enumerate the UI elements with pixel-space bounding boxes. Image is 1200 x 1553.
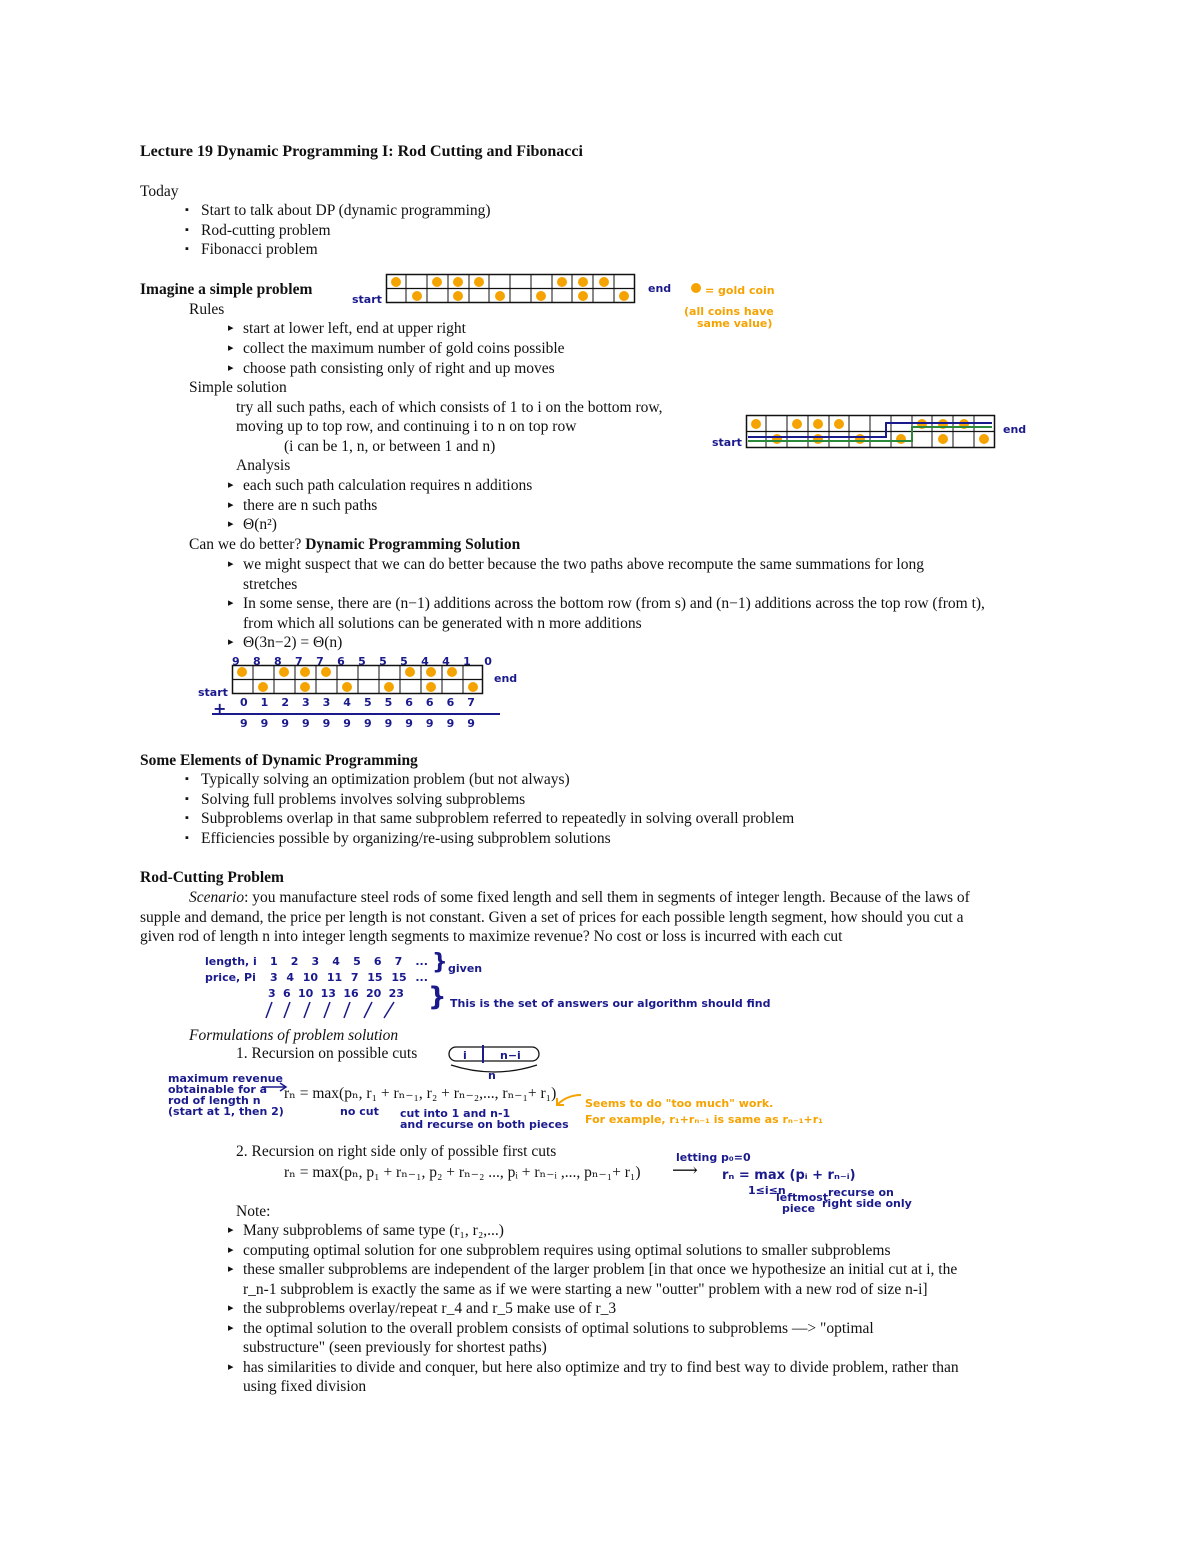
price-value: 4	[286, 971, 295, 984]
cut-left-label: i	[463, 1049, 467, 1062]
revenue-brace: }	[428, 982, 447, 1012]
mid-num: 6	[405, 696, 413, 709]
too-much-note-2: For example, r₁+rₙ₋₁ is same as rₙ₋₁+r₁	[585, 1113, 823, 1126]
given-brace: }	[432, 950, 448, 975]
rule-3: ▸ choose path consisting only of right and up moves	[243, 359, 555, 378]
note-6-cont: using fixed division	[243, 1378, 367, 1395]
length-value: ...	[415, 955, 428, 968]
simple-line-2: moving up to top row, and continuing i to n on top row	[236, 418, 577, 435]
revenue-arrows	[262, 996, 412, 1022]
length-value: 5	[353, 955, 361, 968]
revenue-value: 16	[343, 987, 359, 1000]
maxrev-note-4: (start at 1, then 2)	[168, 1105, 284, 1118]
elements-heading: Some Elements of Dynamic Programming	[140, 752, 418, 769]
recursion-2-arrow: ⟶	[672, 1160, 698, 1180]
length-value: 3	[311, 955, 320, 968]
note-5: ▸ the optimal solution to the overall problem consists of optimal solutions to subproblems —> "optimal	[243, 1319, 874, 1338]
top-num: 8	[274, 655, 282, 668]
coin-grid-2	[746, 415, 996, 449]
mid-num: 7	[467, 696, 475, 709]
length-value: 6	[373, 955, 382, 968]
recursion-2-label: 2. Recursion on right side only of possible first cuts	[236, 1143, 557, 1160]
algorithm-note: This is the set of answers our algorithm should find	[450, 997, 771, 1010]
simple-label: Simple solution	[189, 379, 287, 396]
coin-grid-3	[232, 665, 484, 695]
letting-note: letting p₀=0	[676, 1151, 751, 1164]
top-num: 8	[253, 655, 261, 668]
mid-num: 4	[343, 696, 351, 709]
rule-2: ▸ collect the maximum number of gold coins possible	[243, 339, 565, 358]
recurse-note: recurse on	[828, 1186, 894, 1199]
coin-legend-note-1: (all coins have	[684, 305, 774, 318]
bot-num: 9	[425, 717, 434, 730]
elements-item-1: ▪ Typically solving an optimization problem (but not always)	[201, 770, 570, 789]
grid2-end-label: end	[1003, 423, 1027, 436]
mid-num: 6	[425, 696, 434, 709]
recursion-2-equation: rₙ = max(pₙ, p₁ + rₙ₋₁, p₂ + rₙ₋₂ ..., pᵢ + rₙ₋ᵢ ,..., pₙ₋₁+ r₁)	[284, 1164, 641, 1181]
grid3-start-label: start	[198, 686, 228, 699]
rod-heading: Rod-Cutting Problem	[140, 869, 284, 886]
elements-item-4: ▪ Efficiencies possible by organizing/re-using subproblem solutions	[201, 829, 611, 848]
recursion-1-label: 1. Recursion on possible cuts	[236, 1045, 418, 1062]
top-num: 9	[232, 655, 240, 668]
given-label: given	[448, 962, 483, 975]
analysis-1: ▸ each such path calculation requires n additions	[243, 476, 532, 495]
maxrev-note-2: obtainable for a	[168, 1083, 268, 1096]
subproblem-note-1: cut into 1 and n-1	[400, 1107, 511, 1120]
range-note: 1≤i≤n	[748, 1184, 786, 1197]
bot-num: 9	[446, 717, 455, 730]
mid-num: 3	[322, 696, 331, 709]
price-value: 15	[367, 971, 383, 984]
mid-num: 3	[301, 696, 310, 709]
price-value: 3	[270, 971, 278, 984]
bot-num: 9	[405, 717, 413, 730]
note-4: ▸ the subproblems overlay/repeat r_4 and r_5 make use of r_3	[243, 1299, 616, 1318]
orange-arrow	[553, 1093, 583, 1109]
length-label: length, i	[205, 955, 257, 968]
analysis-3: ▸ Θ(n²)	[243, 515, 277, 534]
grid3-end-label: end	[494, 672, 518, 685]
analysis-2: ▸ there are n such paths	[243, 496, 377, 515]
top-num: 6	[337, 655, 345, 668]
bot-num: 9	[240, 717, 248, 730]
better-2: ▸ In some sense, there are (n−1) additions across the bottom row (from s) and (n−1) additions across the top row (from t),	[243, 594, 985, 613]
coin-legend-label: = gold coin	[705, 284, 775, 297]
note-3-cont: r_n-1 subproblem is exactly the same as if we were starting a new "outter" problem with a new rod of size n-i]	[243, 1281, 928, 1298]
rn-equation-hand: rₙ = max (pᵢ + rₙ₋ᵢ)	[722, 1168, 856, 1183]
revenue-value: 23	[388, 987, 404, 1000]
length-value: 4	[332, 955, 340, 968]
better-1: ▸ we might suspect that we can do better because the two paths above recompute the same summations for long	[243, 555, 924, 574]
maxrev-note-1: maximum revenue	[168, 1072, 283, 1085]
bot-num: 9	[322, 717, 331, 730]
better-prefix: Can we do better?	[189, 536, 306, 553]
price-label: price, Pi	[205, 971, 256, 984]
page-title: Lecture 19 Dynamic Programming I: Rod Cutting and Fibonacci	[140, 143, 583, 160]
rule-1: ▸ start at lower left, end at upper right	[243, 319, 466, 338]
subproblem-note-2: and recurse on both pieces	[400, 1118, 569, 1131]
rod-scenario-line-3: given rod of length n into integer length segments to maximize revenue? No cost or loss is incurred with each cut	[140, 928, 843, 945]
top-num: 5	[379, 655, 387, 668]
top-num: 4	[442, 655, 450, 668]
length-value: 2	[290, 955, 299, 968]
bot-num: 9	[384, 717, 393, 730]
price-value: 7	[350, 971, 359, 984]
better-bold: Dynamic Programming Solution	[305, 536, 521, 553]
cut-right-label: n−i	[500, 1049, 521, 1062]
rod-scenario-line-2: supple and demand, the price per length is not constant. Given a set of prices for each possible length segment, how should you cut a	[140, 909, 964, 926]
top-num: 4	[421, 655, 429, 668]
bot-num: 9	[467, 717, 475, 730]
length-value: 7	[394, 955, 403, 968]
price-value: ...	[415, 971, 428, 984]
mid-num: 5	[384, 696, 393, 709]
grid1-start-label: start	[352, 293, 382, 306]
top-num: 0	[484, 655, 492, 668]
analysis-label: Analysis	[236, 457, 291, 474]
price-value: 11	[326, 971, 343, 984]
length-value: 1	[270, 955, 278, 968]
note-6: ▸ has similarities to divide and conquer, but here also optimize and try to find best way to divide problem, rather than	[243, 1358, 959, 1377]
bot-num: 9	[363, 717, 372, 730]
scenario-text: : you manufacture steel rods of some fixed length and sell them in segments of integer length. Because of the laws of	[244, 889, 970, 906]
better-3: ▸ Θ(3n−2) = Θ(n)	[243, 633, 342, 652]
better-line	[189, 535, 520, 554]
revenue-value: 20	[365, 987, 382, 1000]
top-num: 7	[295, 655, 303, 668]
grid3-plus: +	[213, 699, 227, 718]
elements-item-2: ▪ Solving full problems involves solving subproblems	[201, 790, 525, 809]
simple-line-3: (i can be 1, n, or between 1 and n)	[284, 438, 496, 455]
piece-note: piece	[782, 1202, 816, 1215]
top-num: 7	[316, 655, 324, 668]
right-side-note: right side only	[822, 1197, 912, 1210]
bot-num: 9	[260, 717, 269, 730]
coin-grid-1	[386, 274, 636, 304]
simple-line-1: try all such paths, each of which consists of 1 to i on the bottom row,	[236, 399, 663, 416]
leftmost-note: leftmost	[776, 1191, 829, 1204]
revenue-value: 13	[320, 987, 336, 1000]
better-2-cont: from which all solutions can be generated with n more additions	[243, 615, 642, 632]
imagine-heading: Imagine a simple problem	[140, 281, 313, 298]
note-5-cont: substructure" (seen previously for shortest paths)	[243, 1339, 547, 1356]
top-num: 5	[358, 655, 366, 668]
bot-num: 9	[343, 717, 351, 730]
coin-legend	[690, 282, 704, 296]
note-label: Note:	[236, 1203, 271, 1220]
price-value: 10	[302, 971, 319, 984]
grid3-mid-numbers	[240, 693, 475, 712]
scenario-label: Scenario	[189, 889, 245, 906]
top-num: 5	[400, 655, 408, 668]
maxrev-note-3: rod of length n	[168, 1094, 261, 1107]
too-much-note-1: Seems to do "too much" work.	[585, 1097, 774, 1110]
revenue-value: 3	[268, 987, 276, 1000]
recursion-1-equation: rₙ = max(pₙ, r₁ + rₙ₋₁, r₂ + rₙ₋₂,..., rₙ₋₁+ r₁)	[284, 1085, 557, 1102]
today-item-1: ▪ Start to talk about DP (dynamic programming)	[201, 201, 491, 220]
note-2: ▸ computing optimal solution for one subproblem requires using optimal solutions to smaller subproblems	[243, 1241, 891, 1260]
today-item-2: ▪ Rod-cutting problem	[201, 221, 331, 240]
formulations-label: Formulations of problem solution	[189, 1027, 399, 1044]
mid-num: 2	[281, 696, 289, 709]
grid3-bottom-numbers	[240, 714, 475, 733]
today-item-3: ▪ Fibonacci problem	[201, 240, 318, 259]
mid-num: 0	[240, 696, 248, 709]
today-label: Today	[140, 183, 179, 200]
top-num: 1	[463, 655, 471, 668]
mid-num: 5	[363, 696, 372, 709]
rules-label: Rules	[189, 301, 225, 318]
grid1-end-label: end	[648, 282, 672, 295]
coin-legend-note-2: same value)	[697, 317, 773, 330]
mid-num: 6	[446, 696, 455, 709]
better-1-cont: stretches	[243, 576, 298, 593]
revenue-value: 6	[283, 987, 291, 1000]
price-value: 15	[391, 971, 407, 984]
nocut-note: no cut	[340, 1105, 379, 1118]
revenue-value: 10	[298, 987, 314, 1000]
rod-scenario-line-1	[189, 888, 970, 907]
mid-num: 1	[260, 696, 269, 709]
note-3: ▸ these smaller subproblems are independent of the larger problem [in that once we hypothesize an initial cut at i, the	[243, 1260, 957, 1279]
bot-num: 9	[301, 717, 310, 730]
elements-item-3: ▪ Subproblems overlap in that same subproblem referred to repeatedly in solving overall problem	[201, 809, 794, 828]
grid2-start-label: start	[712, 436, 742, 449]
note-1: ▸ Many subproblems of same type (r₁, r₂,...)	[243, 1221, 504, 1240]
bot-num: 9	[281, 717, 289, 730]
cut-n-label: n	[488, 1069, 496, 1082]
